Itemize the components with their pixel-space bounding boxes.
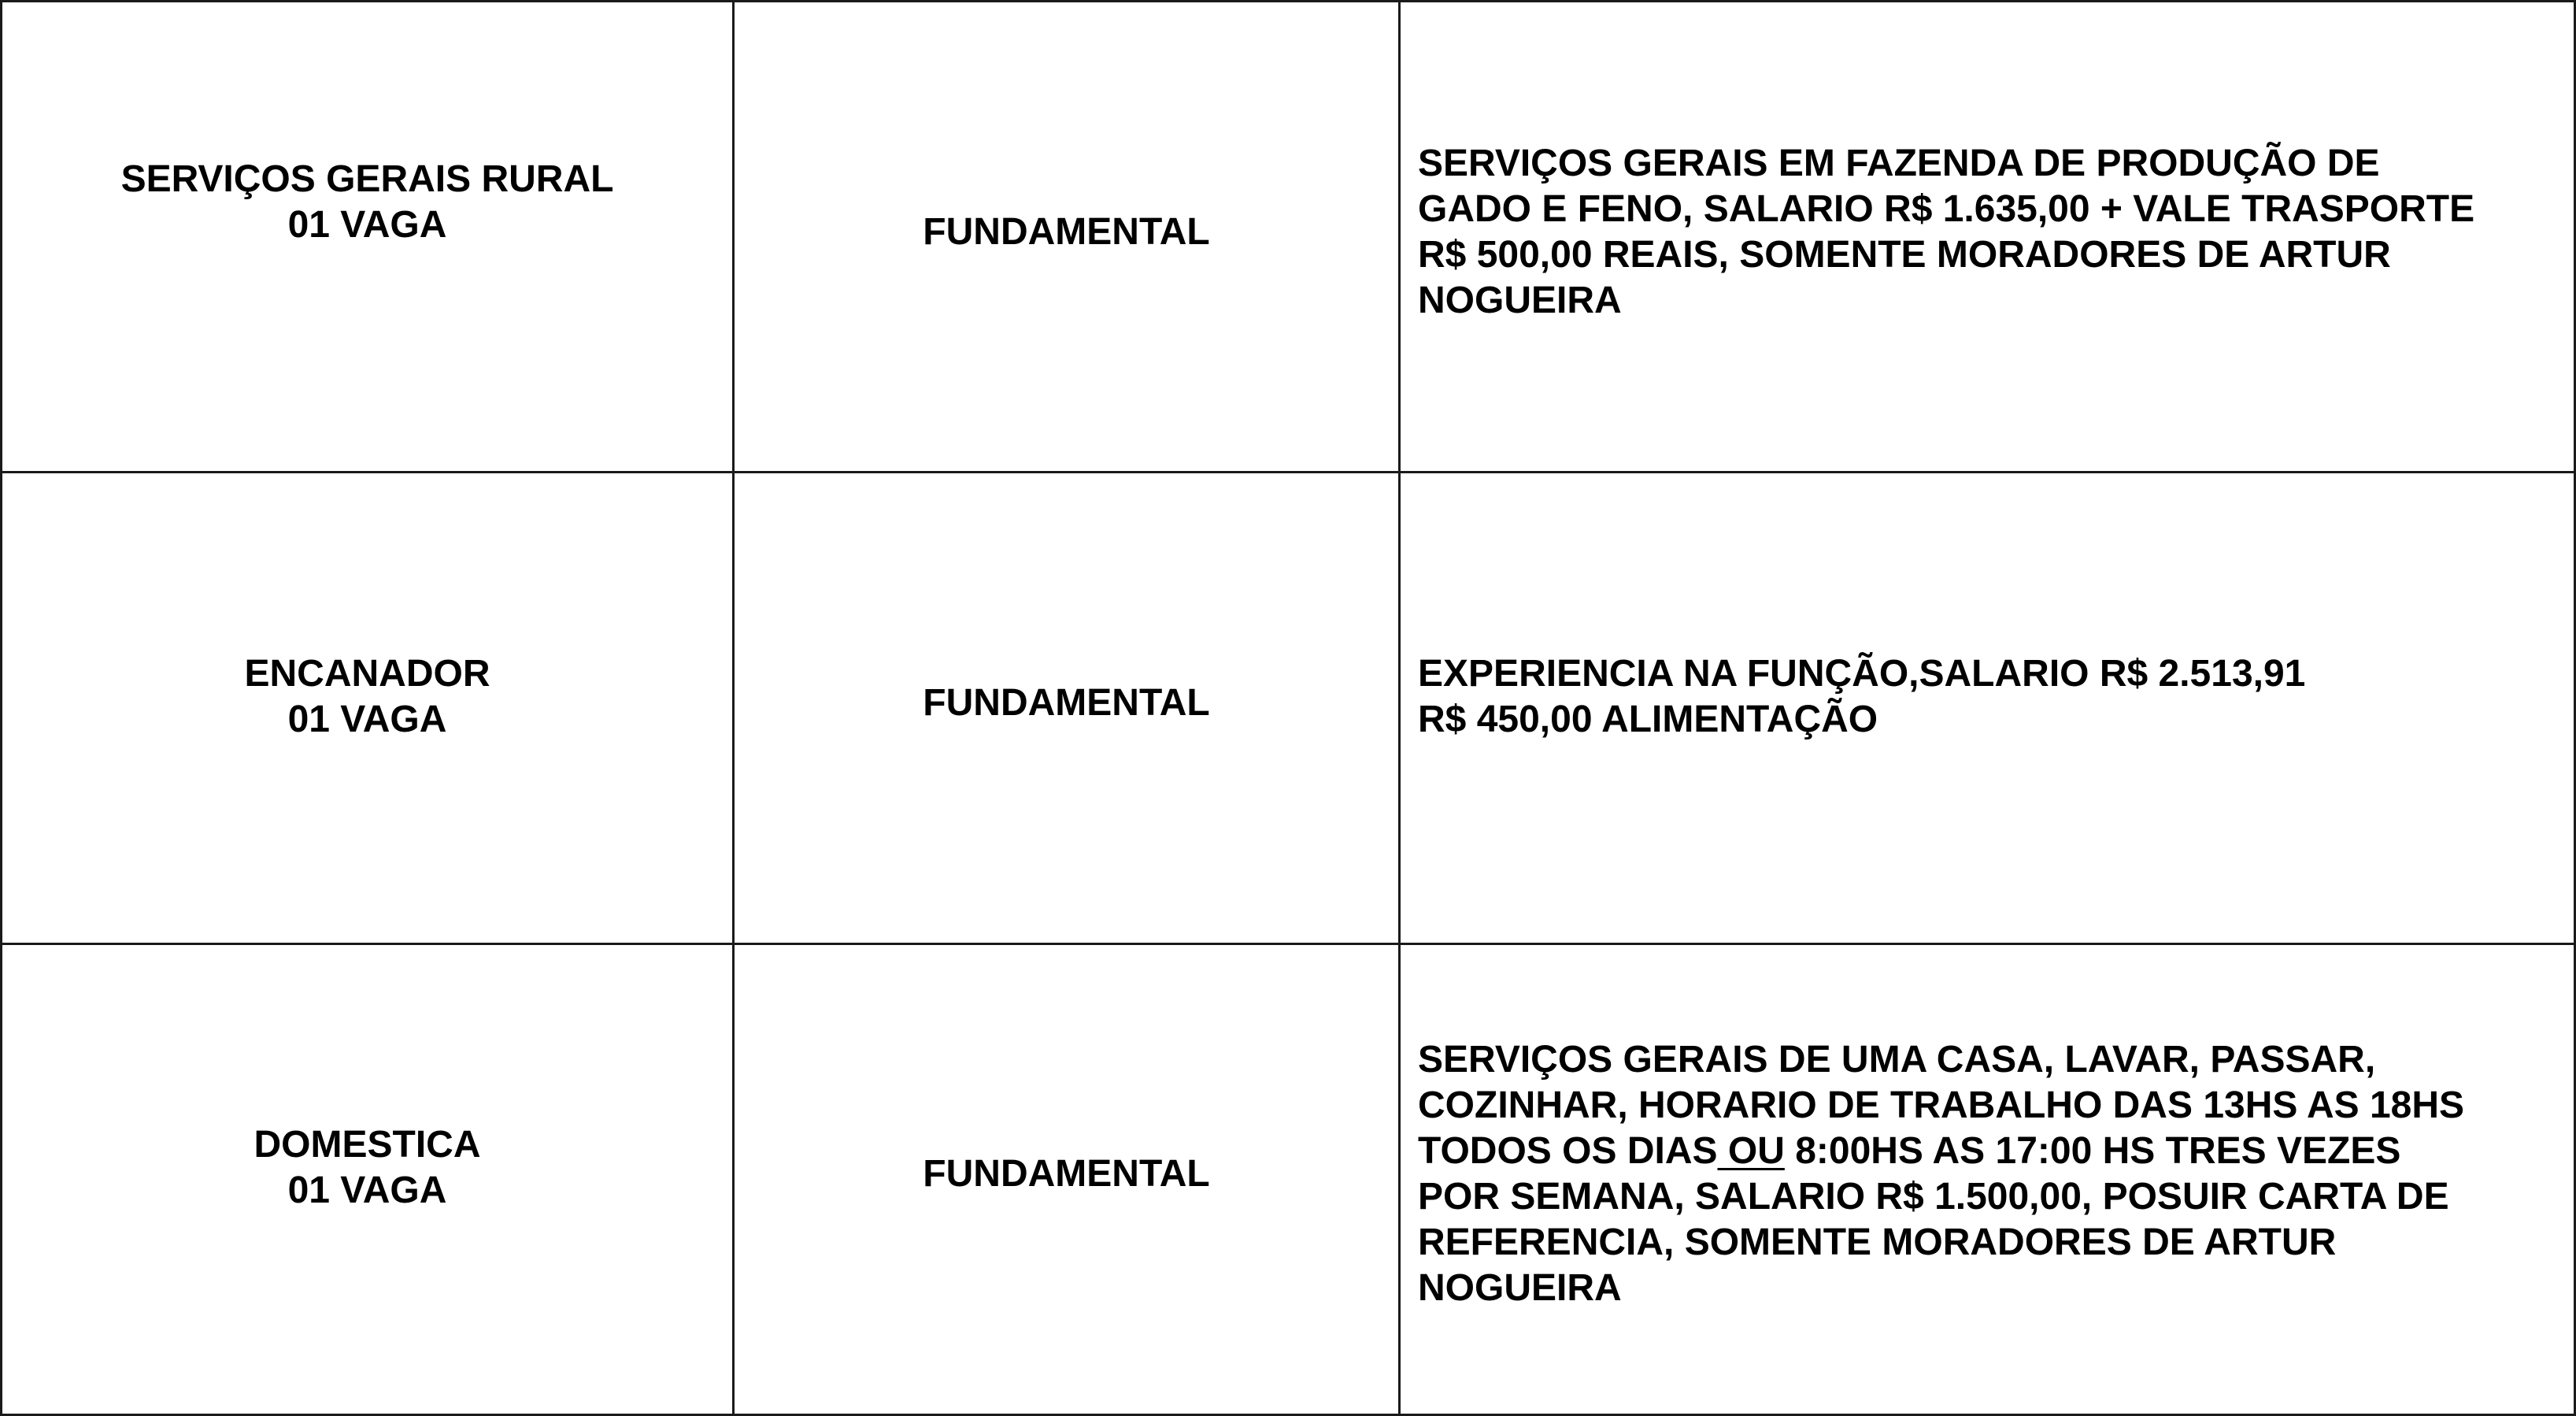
description-cell [1400,473,2575,943]
description-line: NOGUEIRA [1418,1267,1622,1310]
table-row [2,473,2575,943]
job-title: ENCANADOR [244,652,490,695]
description-line: SERVIÇOS GERAIS DE UMA CASA, LAVAR, PASSAR, [1418,1039,2376,1081]
job-title-cell [2,473,734,943]
education-level: FUNDAMENTAL [923,210,1210,253]
description-line: SERVIÇOS GERAIS EM FAZENDA DE PRODUÇÃO DE [1418,142,2380,184]
description-line: GADO E FENO, SALARIO R$ 1.635,00 + VALE TRASPORTE [1418,187,2475,230]
description-line: REFERENCIA, SOMENTE MORADORES DE ARTUR [1418,1221,2337,1264]
description-cell [1400,943,2575,1414]
job-vacancies: 01 VAGA [287,1169,447,1212]
description-cell [1400,2,2575,473]
description-line: NOGUEIRA [1418,279,1622,321]
job-title-cell [2,2,734,473]
description-text: 8:00HS AS 17:00 HS TRES VEZES [1784,1130,2401,1173]
job-vacancies: 01 VAGA [287,203,447,246]
table-row [2,943,2575,1414]
description-line: R$ 450,00 ALIMENTAÇÃO [1418,698,1878,740]
description-line [1418,1129,2558,1174]
description-line: POR SEMANA, SALARIO R$ 1.500,00, POSUIR CARTA DE [1418,1176,2449,1218]
education-level: FUNDAMENTAL [923,1153,1210,1195]
education-cell [734,2,1400,473]
description-line: EXPERIENCIA NA FUNÇÃO,SALARIO R$ 2.513,91 [1418,652,2306,695]
job-title: SERVIÇOS GERAIS RURAL [120,158,614,200]
table-row [2,2,2575,473]
education-cell [734,473,1400,943]
job-vacancies: 01 VAGA [287,698,447,740]
job-title-cell [2,943,734,1414]
education-level: FUNDAMENTAL [923,681,1210,724]
description-line: COZINHAR, HORARIO DE TRABALHO DAS 13HS AS 18HS [1418,1084,2465,1127]
description-text: TODOS OS DIAS [1418,1130,1718,1173]
description-line: R$ 500,00 REAIS, SOMENTE MORADORES DE ARTUR [1418,233,2391,276]
job-title: DOMESTICA [254,1124,481,1166]
description-underlined-text: OU [1717,1130,1785,1173]
education-cell [734,943,1400,1414]
